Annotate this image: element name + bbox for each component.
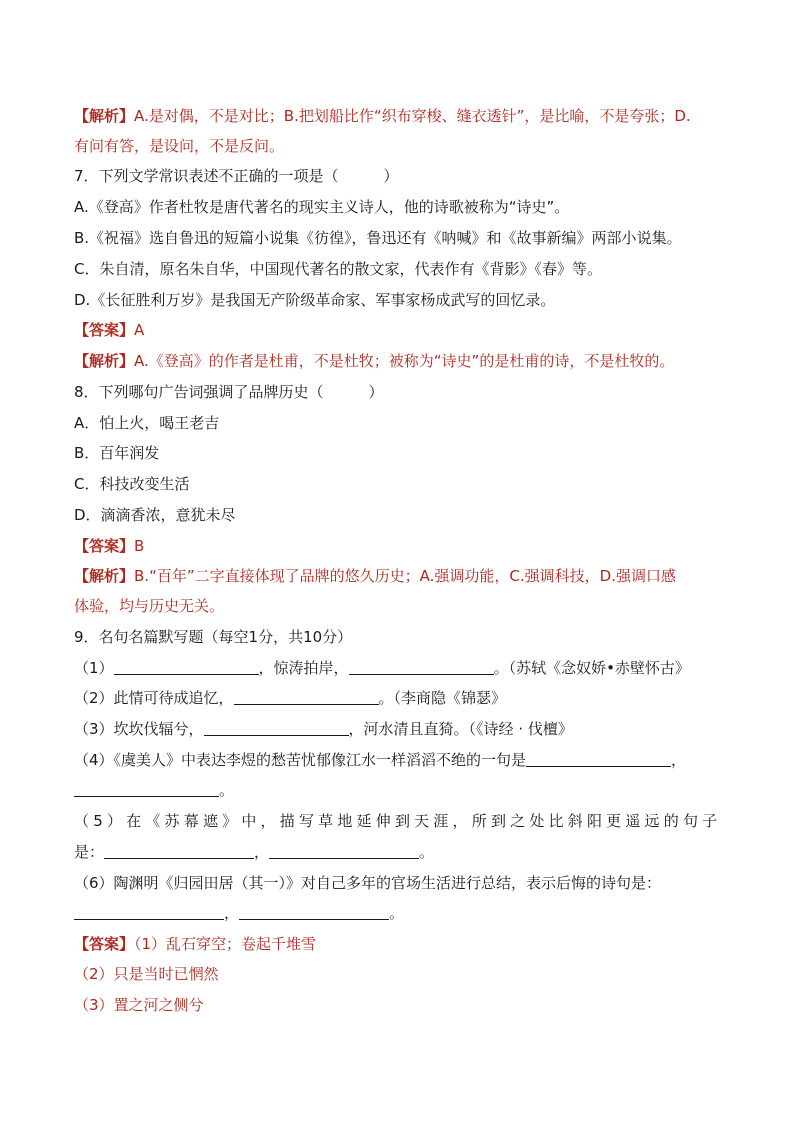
item-text: （3）坎坎伐辐兮，: [74, 720, 204, 738]
fill-blank[interactable]: [239, 905, 389, 920]
item-source: 。（苏轼《念奴娇•赤壁怀古》: [493, 659, 690, 677]
item-source: ，河水清且直猗。（《诗经 · 伐檀》: [348, 720, 573, 738]
analysis-text: A.是对偶，不是对比；B.把划船比作“织布穿梭、缝衣透针”，是比喻，不是夸张；D.: [134, 107, 691, 125]
q9-item2: [74, 688, 744, 708]
item-text: ，: [224, 904, 240, 922]
q7-option-d: D.《长征胜利万岁》是我国无产阶级革命家、军事家杨成武写的回忆录。: [74, 291, 556, 309]
q9-item5: （5）在《苏幕遮》中，描写草地延伸到天涯，所到之处比斜阳更遥远的句子: [74, 812, 722, 830]
q8-option-c: C．科技改变生活: [74, 475, 190, 493]
q9-item1: [74, 658, 744, 678]
item-text: 。: [219, 781, 235, 799]
q7-analysis: [74, 351, 744, 371]
answer-value: B: [134, 537, 145, 555]
fill-blank[interactable]: [114, 660, 259, 675]
q7-answer: [74, 320, 744, 340]
fill-blank[interactable]: [204, 721, 349, 736]
q7-option-b: B.《祝福》选自鲁迅的短篇小说集《彷徨》，鲁迅还有《呐喊》和《故事新编》两部小说集。: [74, 229, 682, 247]
q8-option-b: B．百年润发: [74, 444, 160, 462]
q6-analysis-line2: 有问有答，是设问，不是反问。: [74, 137, 285, 155]
q9-item6: （6）陶渊明《归园田居（其一）》对自己多年的官场生活进行总结，表示后悔的诗句是：: [74, 874, 662, 892]
q9-item6-cont: [74, 903, 744, 923]
q7-option-c: C．朱自清，原名朱自华，中国现代著名的散文家，代表作有《背影》《春》等。: [74, 260, 602, 278]
item-text: 。: [389, 904, 405, 922]
analysis-text: A.《登高》的作者是杜甫，不是杜牧；被称为“诗史”的是杜甫的诗，不是杜牧的。: [134, 352, 675, 370]
q9-answer-3: （3）置之河之侧兮: [74, 996, 204, 1014]
fill-blank[interactable]: [104, 844, 254, 859]
fill-blank[interactable]: [234, 690, 379, 705]
analysis-tag: 【解析】: [74, 352, 135, 370]
answer-value: A: [134, 321, 145, 339]
q9-answer-2: （2）只是当时已惘然: [74, 965, 219, 983]
fill-blank[interactable]: [349, 660, 494, 675]
q8-stem: 8．下列哪句广告词强调了品牌历史（ ）: [74, 383, 384, 401]
q8-option-a: A．怕上火，喝王老吉: [74, 414, 220, 432]
analysis-tag: 【解析】: [74, 107, 135, 125]
q7-stem: 7．下列文学常识表述不正确的一项是（ ）: [74, 167, 399, 185]
item-text: （4）《虞美人》中表达李煜的愁苦忧郁像江水一样滔滔不绝的一句是: [74, 751, 527, 769]
item-text: ，: [254, 843, 270, 861]
analysis-text: B.“百年”二字直接体现了品牌的悠久历史；A.强调功能，C.强调科技，D.强调口感: [134, 567, 676, 585]
q8-option-d: D．滴滴香浓，意犹未尽: [74, 506, 236, 524]
q9-item5-cont: [74, 842, 744, 862]
q8-analysis-line2: 体验，均与历史无关。: [74, 597, 225, 615]
item-text: （2）此情可待成追忆，: [74, 689, 234, 707]
fill-blank[interactable]: [269, 844, 419, 859]
analysis-tag: 【解析】: [74, 567, 135, 585]
answer-tag: 【答案】: [74, 321, 135, 339]
item-text: 是：: [74, 843, 105, 861]
q9-stem: 9．名句名篇默写题（每空1分，共10分）: [74, 628, 353, 646]
item-source: 。（李商隐《锦瑟》: [378, 689, 507, 707]
q9-item4: [74, 750, 744, 770]
fill-blank[interactable]: [526, 752, 671, 767]
answer-tag: 【答案】: [74, 935, 135, 953]
answer-text: （1）乱石穿空；卷起千堆雪: [134, 935, 317, 953]
q9-item3: [74, 719, 744, 739]
item-label: （1）: [74, 659, 114, 677]
q9-item4-cont: [74, 780, 744, 800]
q7-option-a: A.《登高》作者杜牧是唐代著名的现实主义诗人，他的诗歌被称为“诗史”。: [74, 198, 570, 216]
item-text: 。: [419, 843, 435, 861]
fill-blank[interactable]: [74, 782, 219, 797]
q8-analysis-line1: [74, 566, 744, 586]
q9-answer-1: [74, 934, 744, 954]
q8-answer: [74, 536, 744, 556]
q6-analysis-line1: [74, 106, 744, 126]
item-text: ，惊涛拍岸，: [258, 659, 349, 677]
fill-blank[interactable]: [74, 905, 224, 920]
item-text: ，: [671, 751, 687, 769]
answer-tag: 【答案】: [74, 537, 135, 555]
